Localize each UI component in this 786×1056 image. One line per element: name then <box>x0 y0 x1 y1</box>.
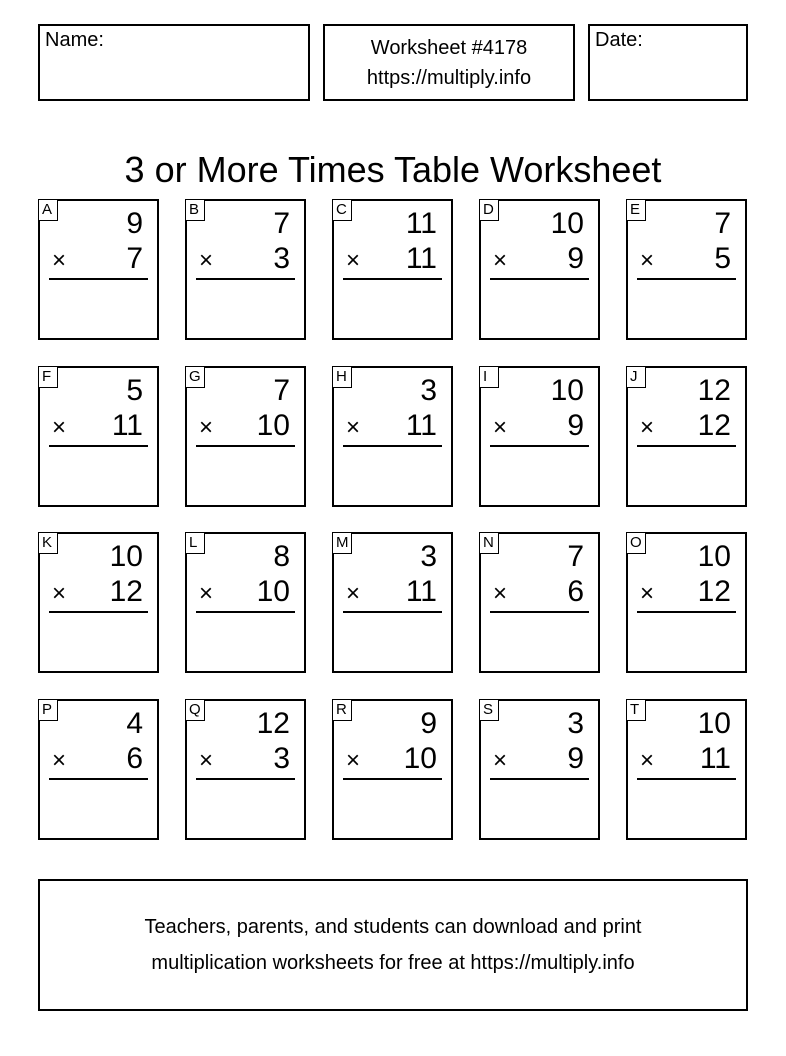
multiplicand: 3 <box>420 374 437 407</box>
multiplier: 7 <box>126 242 143 275</box>
multiplier: 12 <box>697 409 731 442</box>
multiply-sign: × <box>52 414 67 441</box>
multiplier: 11 <box>111 409 143 442</box>
multiplicand: 12 <box>697 374 731 407</box>
problem-label: N <box>479 532 499 554</box>
worksheet-number: Worksheet #4178 <box>370 37 528 59</box>
problem-label: E <box>626 199 646 221</box>
multiplicand: 10 <box>550 374 584 407</box>
problem-label: S <box>479 699 499 721</box>
multiply-sign: × <box>493 747 508 774</box>
answer-line <box>49 778 148 780</box>
problem-label: Q <box>185 699 205 721</box>
multiply-sign: × <box>493 414 508 441</box>
multiplier: 10 <box>403 742 437 775</box>
answer-line <box>343 445 442 447</box>
multiplier: 11 <box>699 742 731 775</box>
multiplier: 9 <box>567 242 584 275</box>
footer-line-1: Teachers, parents, and students can download and print <box>144 916 642 938</box>
multiplicand: 7 <box>714 207 731 240</box>
problem-card <box>626 199 747 340</box>
multiplicand: 3 <box>567 707 584 740</box>
multiplicand: 4 <box>126 707 143 740</box>
date-label: Date: <box>595 29 643 51</box>
problem-label: J <box>626 366 646 388</box>
problem-label: H <box>332 366 352 388</box>
multiply-sign: × <box>640 414 655 441</box>
problem-label: G <box>185 366 205 388</box>
problem-card <box>332 532 453 673</box>
problem-card <box>185 199 306 340</box>
problem-card <box>626 532 747 673</box>
problem-label: P <box>38 699 58 721</box>
multiply-sign: × <box>493 580 508 607</box>
footer-line-2: multiplication worksheets for free at https://multiply.info <box>151 952 635 974</box>
multiplier: 3 <box>273 242 290 275</box>
multiply-sign: × <box>346 747 361 774</box>
problem-label: L <box>185 532 205 554</box>
multiply-sign: × <box>346 580 361 607</box>
multiply-sign: × <box>199 580 214 607</box>
page-title: 3 or More Times Table Worksheet <box>124 149 662 191</box>
multiply-sign: × <box>52 247 67 274</box>
multiply-sign: × <box>346 247 361 274</box>
problem-label: A <box>38 199 58 221</box>
problem-card <box>332 699 453 840</box>
answer-line <box>637 278 736 280</box>
multiply-sign: × <box>640 247 655 274</box>
problem-card <box>38 699 159 840</box>
problem-card <box>38 199 159 340</box>
problem-card <box>185 366 306 507</box>
multiplicand: 7 <box>273 374 290 407</box>
multiplicand: 10 <box>697 540 731 573</box>
multiply-sign: × <box>52 580 67 607</box>
multiplier: 9 <box>567 409 584 442</box>
problem-label: O <box>626 532 646 554</box>
answer-line <box>490 778 589 780</box>
problem-card <box>332 199 453 340</box>
answer-line <box>343 611 442 613</box>
problem-card <box>479 366 600 507</box>
multiplier: 6 <box>567 575 584 608</box>
multiply-sign: × <box>640 747 655 774</box>
problem-label: T <box>626 699 646 721</box>
multiplicand: 9 <box>126 207 143 240</box>
multiplier: 11 <box>405 409 437 442</box>
multiplicand: 7 <box>273 207 290 240</box>
answer-line <box>196 445 295 447</box>
multiplicand: 10 <box>550 207 584 240</box>
problem-label: M <box>332 532 352 554</box>
multiply-sign: × <box>199 414 214 441</box>
problem-label: R <box>332 699 352 721</box>
multiplier: 6 <box>126 742 143 775</box>
multiplier: 10 <box>256 575 290 608</box>
answer-line <box>196 278 295 280</box>
worksheet-url: https://multiply.info <box>366 67 532 89</box>
problem-label: C <box>332 199 352 221</box>
multiplicand: 3 <box>420 540 437 573</box>
multiply-sign: × <box>493 247 508 274</box>
multiplicand: 10 <box>109 540 143 573</box>
multiplicand: 8 <box>273 540 290 573</box>
problem-label: B <box>185 199 205 221</box>
multiplicand: 5 <box>126 374 143 407</box>
answer-line <box>490 445 589 447</box>
multiplier: 11 <box>405 575 437 608</box>
multiplier: 12 <box>697 575 731 608</box>
problem-card <box>38 366 159 507</box>
answer-line <box>343 778 442 780</box>
problem-card <box>479 532 600 673</box>
multiplicand: 9 <box>420 707 437 740</box>
multiplier: 9 <box>567 742 584 775</box>
problem-label: I <box>479 366 499 388</box>
problem-card <box>626 699 747 840</box>
answer-line <box>637 445 736 447</box>
multiplicand: 11 <box>405 207 437 240</box>
multiply-sign: × <box>199 747 214 774</box>
footer-note <box>38 879 748 1011</box>
problem-label: F <box>38 366 58 388</box>
problem-card <box>185 532 306 673</box>
answer-line <box>343 278 442 280</box>
multiply-sign: × <box>640 580 655 607</box>
problem-card <box>479 699 600 840</box>
problem-card <box>626 366 747 507</box>
answer-line <box>49 445 148 447</box>
multiplier: 10 <box>256 409 290 442</box>
answer-line <box>196 778 295 780</box>
answer-line <box>196 611 295 613</box>
answer-line <box>637 778 736 780</box>
answer-line <box>49 278 148 280</box>
answer-line <box>49 611 148 613</box>
multiplier: 11 <box>405 242 437 275</box>
multiply-sign: × <box>52 747 67 774</box>
problem-card <box>479 199 600 340</box>
problem-label: K <box>38 532 58 554</box>
multiply-sign: × <box>199 247 214 274</box>
multiplier: 12 <box>109 575 143 608</box>
answer-line <box>490 278 589 280</box>
answer-line <box>637 611 736 613</box>
multiplier: 5 <box>714 242 731 275</box>
multiplicand: 7 <box>567 540 584 573</box>
problem-label: D <box>479 199 499 221</box>
multiply-sign: × <box>346 414 361 441</box>
answer-line <box>490 611 589 613</box>
problem-card <box>38 532 159 673</box>
multiplier: 3 <box>273 742 290 775</box>
problem-card <box>332 366 453 507</box>
name-label: Name: <box>45 29 104 51</box>
multiplicand: 12 <box>256 707 290 740</box>
problem-card <box>185 699 306 840</box>
multiplicand: 10 <box>697 707 731 740</box>
